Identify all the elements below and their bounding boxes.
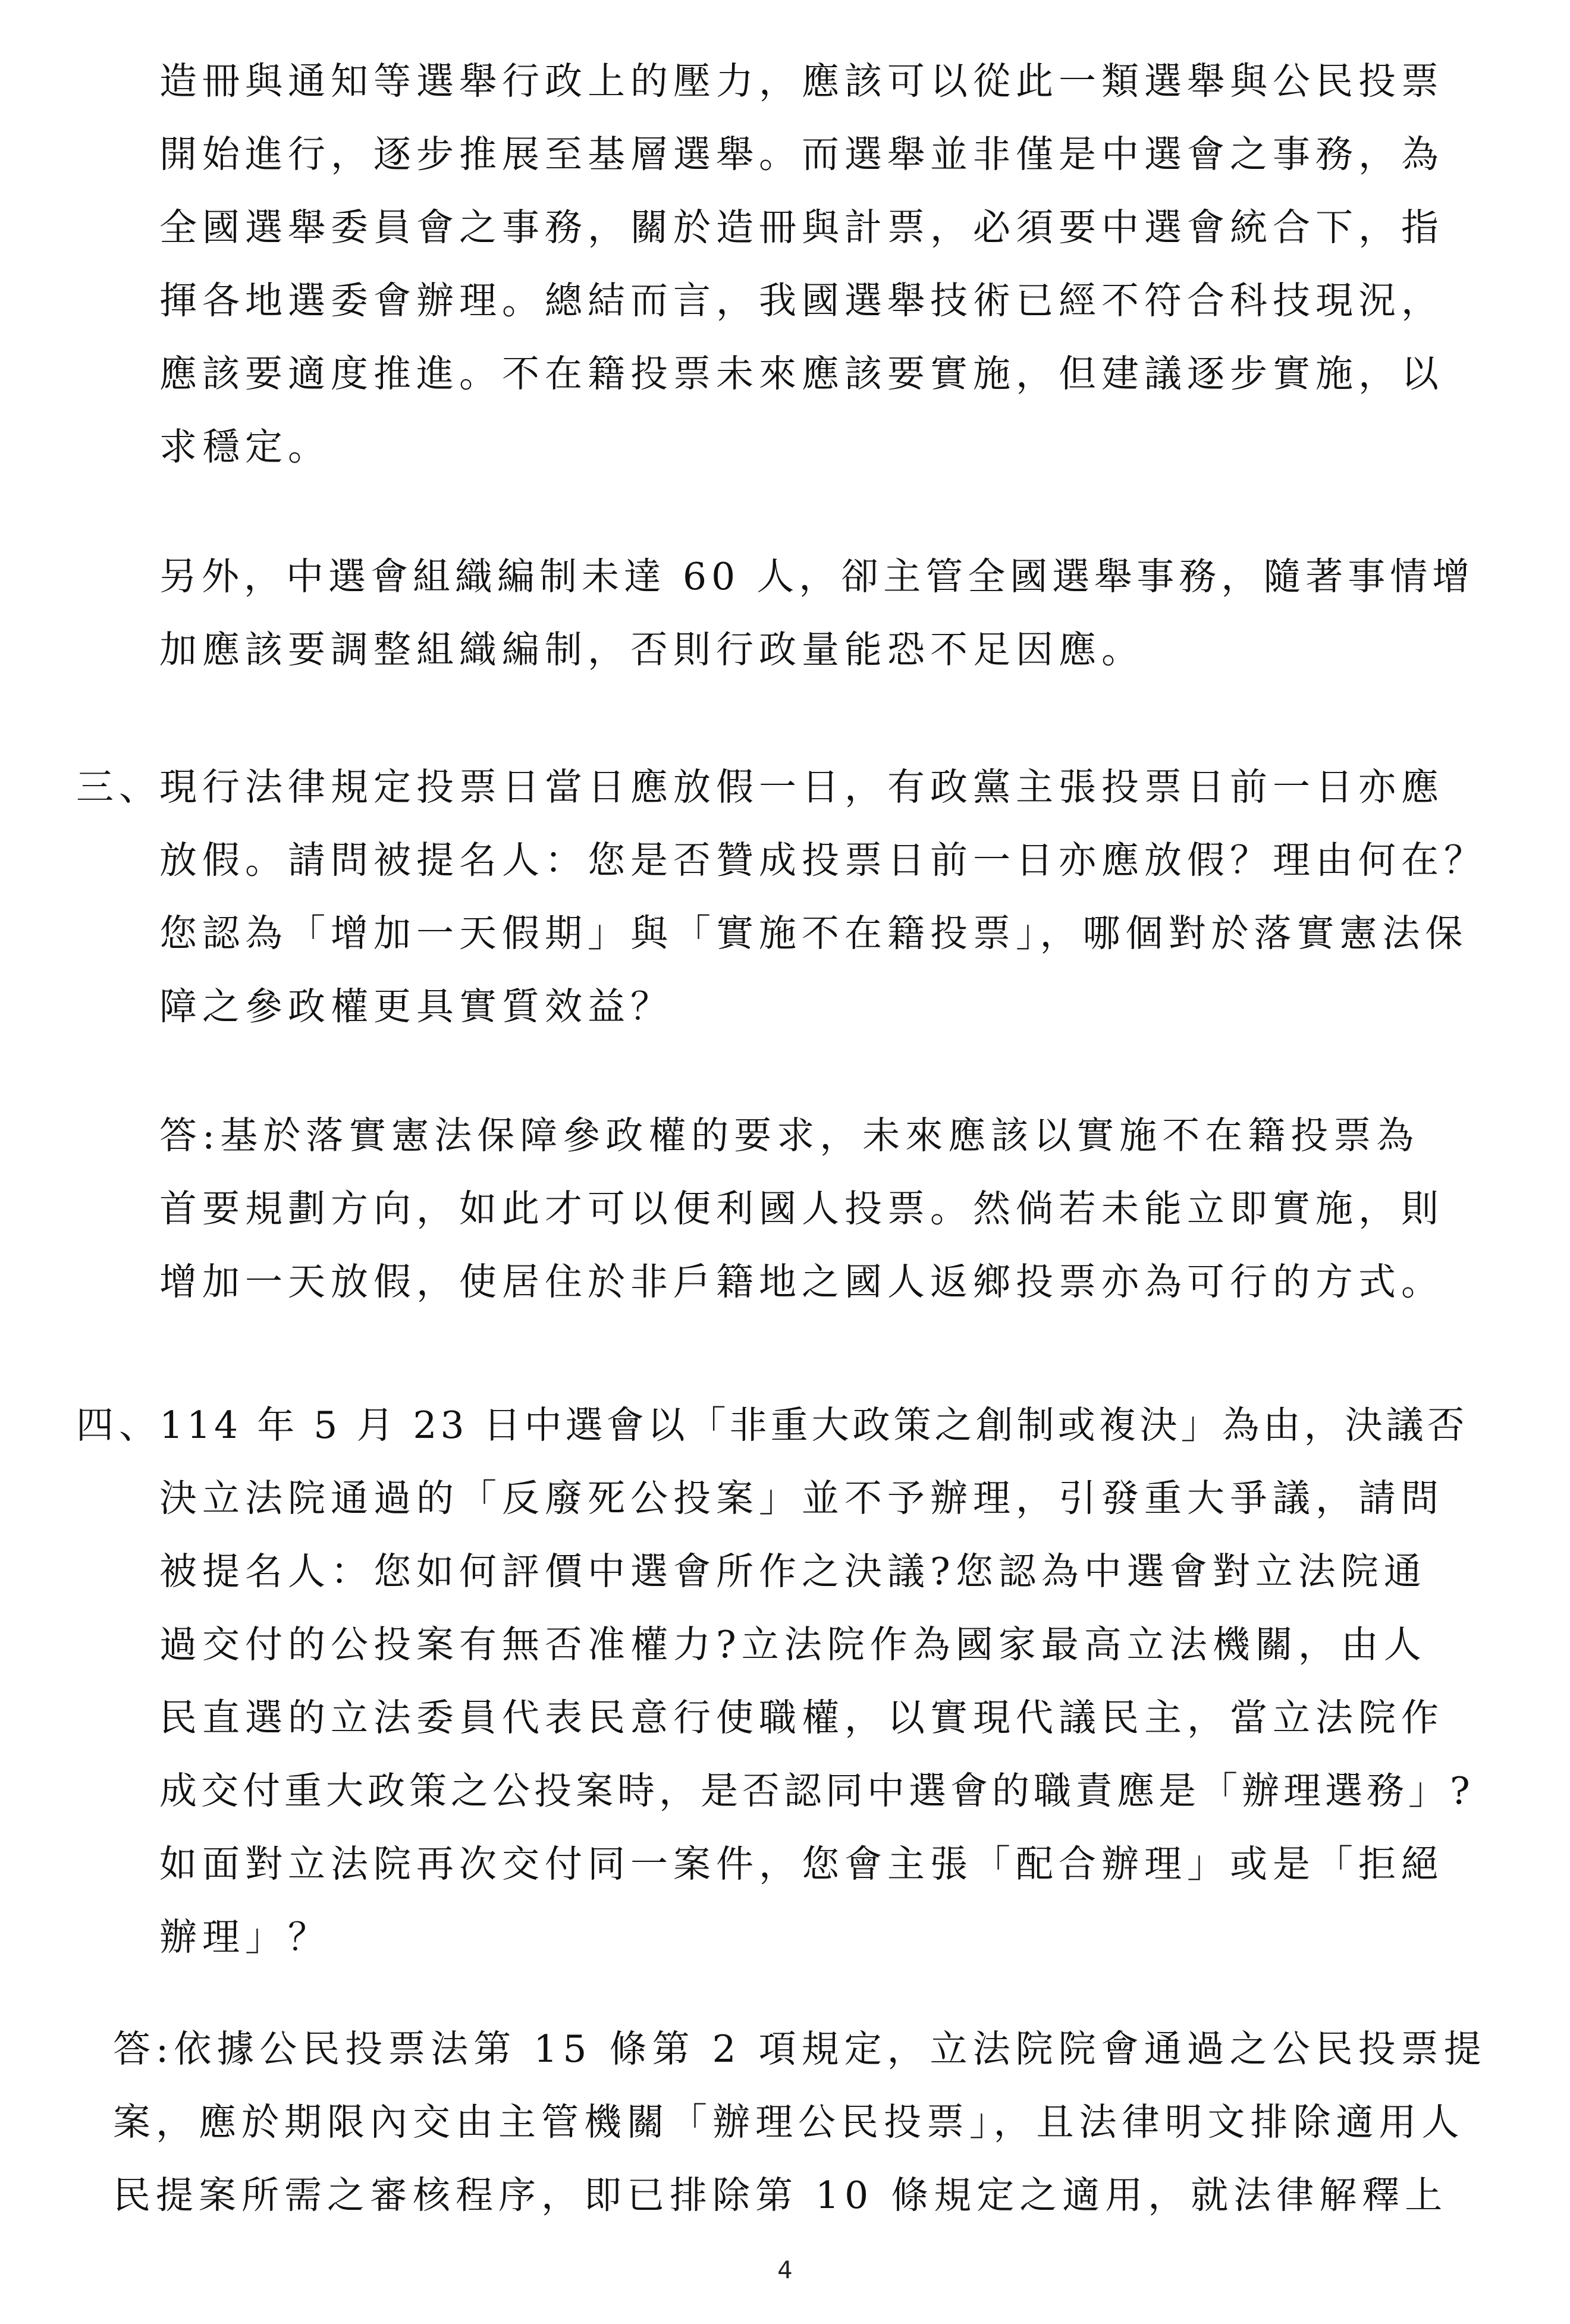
- text-line: 應該要適度推進。不在籍投票未來應該要實施，但建議逐步實施，以: [159, 352, 1444, 395]
- question-4: [159, 1389, 1474, 1974]
- question-3: [159, 750, 1487, 1043]
- question-number: 四、: [76, 1403, 162, 1447]
- text-line: 114 年 5 月 23 日中選會以「非重大政策之創制或複決」為由，決議否: [159, 1403, 1468, 1447]
- text-line: 障之參政權更具實質效益？: [159, 985, 673, 1028]
- page-number: 4: [777, 2257, 793, 2284]
- text-line: 過交付的公投案有無否准權力?立法院作為國家最高立法機關，由人: [159, 1623, 1427, 1666]
- text-line: 揮各地選委會辦理。總結而言，我國選舉技術已經不符合科技現況，: [159, 279, 1444, 322]
- paragraph-staffing: [159, 540, 1474, 686]
- text-line: 案，應於期限內交由主管機關「辦理公民投票」，且法律明文排除適用人: [113, 2100, 1465, 2144]
- paragraph-continuation: [159, 45, 1444, 483]
- text-line: 求穩定。: [159, 425, 331, 469]
- answer-3: [159, 1099, 1444, 1318]
- text-line: 決立法院通過的「反廢死公投案」並不予辦理，引發重大爭議，請問: [159, 1477, 1444, 1520]
- text-line: 被提名人：您如何評價中選會所作之決議?您認為中選會對立法院通: [159, 1550, 1427, 1593]
- text-line: 另外，中選會組織編制未達 60 人，卻主管全國選舉事務，隨著事情增: [159, 555, 1475, 598]
- text-line: 全國選舉委員會之事務，關於造冊與計票，必須要中選會統合下，指: [159, 206, 1444, 249]
- text-line: 現行法律規定投票日當日應放假一日，有政黨主張投票日前一日亦應: [159, 765, 1444, 809]
- text-line: 如面對立法院再次交付同一案件，您會主張「配合辦理」或是「拒絕: [159, 1842, 1444, 1886]
- text-line: 您認為「增加一天假期」與「實施不在籍投票」，哪個對於落實憲法保: [159, 912, 1468, 955]
- text-line: 增加一天放假，使居住於非戶籍地之國人返鄉投票亦為可行的方式。: [159, 1260, 1444, 1304]
- text-line: 造冊與通知等選舉行政上的壓力，應該可以從此一類選舉與公民投票: [159, 59, 1444, 103]
- question-number: 三、: [76, 765, 162, 809]
- answer-4: [113, 2012, 1487, 2232]
- text-line: 成交付重大政策之公投案時，是否認同中選會的職責應是「辦理選務」?: [159, 1769, 1474, 1813]
- text-line: 辦理」？: [159, 1915, 331, 1959]
- text-line: 放假。請問被提名人：您是否贊成投票日前一日亦應放假？理由何在？: [159, 838, 1487, 882]
- text-line: 答:依據公民投票法第 15 條第 2 項規定，立法院院會通過之公民投票提: [113, 2027, 1487, 2071]
- text-line: 答:基於落實憲法保障參政權的要求，未來應該以實施不在籍投票為: [159, 1114, 1420, 1157]
- text-line: 開始進行，逐步推展至基層選舉。而選舉並非僅是中選會之事務，為: [159, 133, 1444, 176]
- text-line: 首要規劃方向，如此才可以便利國人投票。然倘若未能立即實施，則: [159, 1187, 1444, 1230]
- text-line: 加應該要調整組織編制，否則行政量能恐不足因應。: [159, 628, 1144, 671]
- text-line: 民直選的立法委員代表民意行使職權，以實現代議民主，當立法院作: [159, 1696, 1444, 1739]
- text-line: 民提案所需之審核程序，即已排除第 10 條規定之適用，就法律解釋上: [113, 2174, 1448, 2217]
